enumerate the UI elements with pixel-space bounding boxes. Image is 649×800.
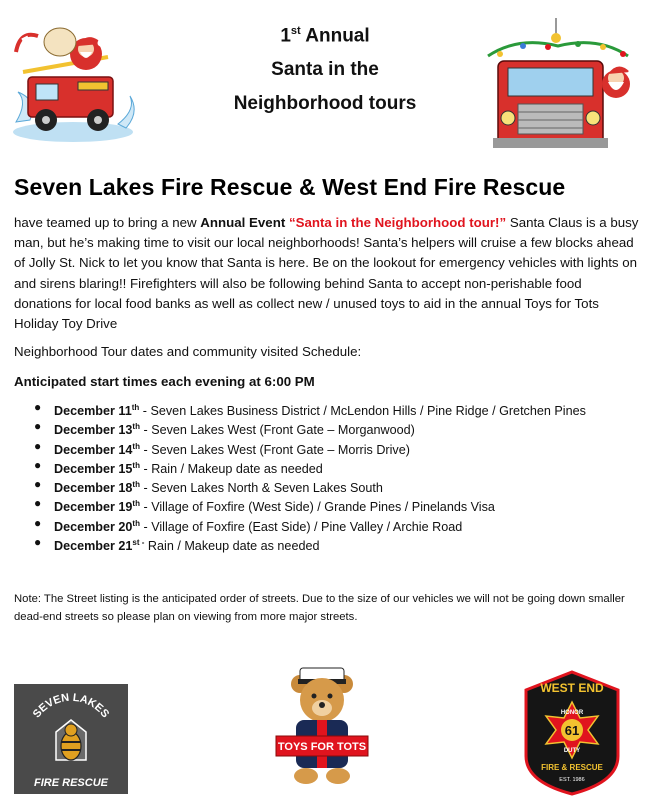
list-item: ● December 19th - Village of Foxfire (West Side) / Grande Pines / Pinelands Visa	[34, 496, 495, 515]
intro-paragraph: have teamed up to bring a new Annual Event “Santa in the Neighborhood tour!” Santa Claus is a busy man, but he’s making time to visit our local neighborhoods! Santa’s helpers will cruise a few blocks ahead of Jolly St. Nick to let you know that Santa is here. Be on the lookout for emergency vehicles with lights on and sirens blaring!! Firefighters will also be following behind Santa to accept non-perishable food donations for local food banks as well as collect new / unused toys to aid in the annual Toys for Tots Holiday Toy Drive	[14, 215, 639, 332]
seven-lakes-logo	[14, 684, 128, 794]
svg-text:FIRE RESCUE: FIRE RESCUE	[34, 777, 108, 789]
headline: Seven Lakes Fire Rescue & West End Fire Rescue	[14, 174, 566, 200]
svg-text:61: 61	[564, 723, 580, 738]
tour-name-text: “Santa in the Neighborhood tour!”	[288, 215, 507, 230]
svg-text:HONOR: HONOR	[560, 710, 584, 716]
svg-text:WEST END: WEST END	[540, 681, 604, 695]
annual-event-text: Annual Event	[200, 215, 286, 230]
santa-fire-engine-clipart	[478, 16, 638, 156]
svg-text:FIRE & RESCUE: FIRE & RESCUE	[541, 763, 603, 772]
list-item: ● December 13th - Seven Lakes West (Front Gate – Morganwood)	[34, 419, 415, 438]
list-item: ● December 18th - Seven Lakes North & Seven Lakes South	[34, 477, 383, 496]
list-item: ● December 11th - Seven Lakes Business District / McLendon Hills / Pine Ridge / Gretchen Pines	[34, 400, 586, 419]
list-item: ● December 20th - Village of Foxfire (East Side) / Pine Valley / Archie Road	[34, 515, 463, 534]
toys-for-tots-bear-logo	[262, 662, 382, 792]
list-item: ● December 14th - Seven Lakes West (Front Gate – Morris Drive)	[34, 438, 410, 457]
santa-fire-truck-clipart	[8, 22, 143, 147]
schedule-intro: Neighborhood Tour dates and community visited Schedule:	[14, 344, 362, 359]
flyer-title: 1st Annual Santa in the Neighborhood tours	[233, 25, 417, 115]
tour-dates-list	[14, 398, 586, 552]
list-item: ● December 15th - Rain / Makeup date as needed	[34, 457, 323, 477]
note-text: Note: The Street listing is the anticipated order of streets. Due to the size of our vehicles we will not be going down smaller dead-end streets so please plan on viewing from more major streets.	[14, 593, 625, 623]
list-item: ● December $21^{st -}$ Rain / Makeup date as needed	[34, 535, 320, 554]
svg-text:SEVEN LAKES: SEVEN LAKES	[30, 691, 112, 721]
svg-text:TOYS FOR TOTS: TOYS FOR TOTS	[277, 741, 367, 753]
svg-text:EST. 1986: EST. 1986	[559, 777, 585, 783]
svg-text:DUTY: DUTY	[563, 748, 581, 754]
west-end-fire-rescue-logo	[522, 670, 622, 796]
anticipated-time: Anticipated start times each evening at 6:00 PM	[14, 374, 315, 389]
